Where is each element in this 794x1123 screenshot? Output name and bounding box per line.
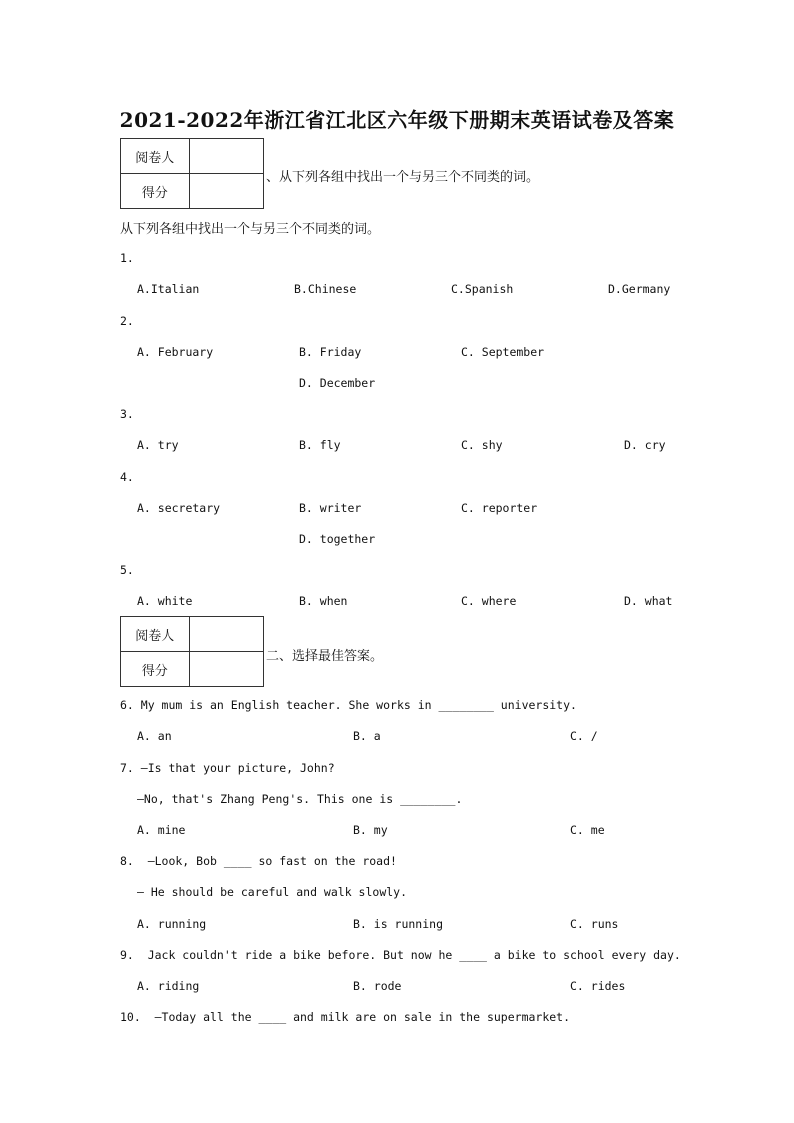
option[interactable]: C. rides [570,979,626,993]
option[interactable]: B. rode [353,979,402,993]
option[interactable]: A. white [137,594,193,608]
option[interactable]: A. try [137,438,179,452]
option[interactable]: B. when [299,594,348,608]
question-text: 7. —Is that your picture, John? [120,761,335,775]
score-field[interactable] [189,174,263,209]
reviewer-field[interactable] [189,617,263,652]
option[interactable]: C. shy [461,438,503,452]
option[interactable]: A. an [137,729,172,743]
score-label: 得分 [121,652,190,687]
question-number: 3. [120,407,134,421]
option[interactable]: B. my [353,823,388,837]
option[interactable]: D. December [299,376,376,390]
question-text: 6. My mum is an English teacher. She works in ________ university. [120,698,577,712]
option[interactable]: A. secretary [137,501,221,515]
question-number: 2. [120,314,134,328]
score-field[interactable] [189,652,263,687]
question-number: 4. [120,470,134,484]
reviewer-label: 阅卷人 [121,139,190,174]
question-text: —No, that's Zhang Peng's. This one is ________. [137,792,463,806]
section-1-heading: 、从下列各组中找出一个与另三个不同类的词。 [266,170,540,185]
question-text: — He should be careful and walk slowly. [137,885,408,899]
option[interactable]: D. together [299,532,376,546]
option[interactable]: B. Friday [299,345,362,359]
option[interactable]: B. a [353,729,381,743]
section-1-instruction: 从下列各组中找出一个与另三个不同类的词。 [120,222,381,237]
question-number: 1. [120,251,134,265]
question-text: 8. —Look, Bob ____ so fast on the road! [120,854,397,868]
option[interactable]: A. February [137,345,214,359]
option[interactable]: D.Germany [608,282,671,296]
option[interactable]: A. mine [137,823,186,837]
reviewer-field[interactable] [189,139,263,174]
option[interactable]: A.Italian [137,282,200,296]
option[interactable]: D. cry [624,438,666,452]
option[interactable]: B. fly [299,438,341,452]
option[interactable]: C. reporter [461,501,538,515]
option[interactable]: B. is running [353,917,444,931]
section-2-heading: 二、选择最佳答案。 [266,649,384,664]
option[interactable]: A. riding [137,979,200,993]
option[interactable]: C. me [570,823,605,837]
score-box-1 [120,138,264,209]
question-number: 5. [120,563,134,577]
option[interactable]: C. runs [570,917,619,931]
option[interactable]: D. what [624,594,673,608]
option[interactable]: C. / [570,729,598,743]
score-box-2 [120,616,264,687]
score-label: 得分 [121,174,190,209]
question-text: 10. —Today all the ____ and milk are on sale in the supermarket. [120,1010,571,1024]
option[interactable]: C.Spanish [451,282,514,296]
option[interactable]: A. running [137,917,207,931]
option[interactable]: C. where [461,594,517,608]
page-title: 2021-2022年浙江省江北区六年级下册期末英语试卷及答案 [119,108,675,132]
reviewer-label: 阅卷人 [121,617,190,652]
question-text: 9. Jack couldn't ride a bike before. But now he ____ a bike to school every day. [120,948,681,962]
option[interactable]: C. September [461,345,545,359]
option[interactable]: B.Chinese [294,282,357,296]
option[interactable]: B. writer [299,501,362,515]
